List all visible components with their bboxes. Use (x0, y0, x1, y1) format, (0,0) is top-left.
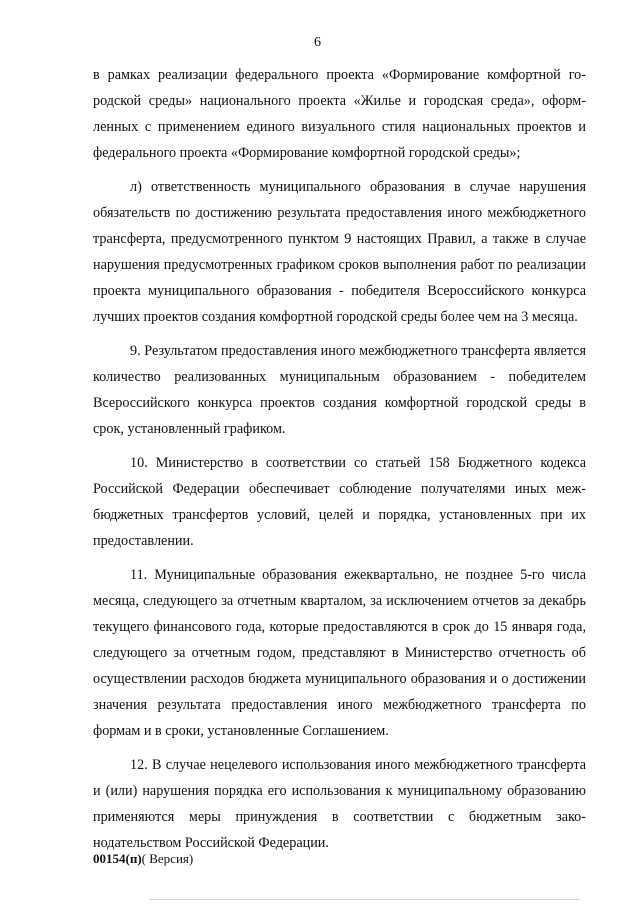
paragraph-12: 12. В случае нецелевого использования иного межбюджетного трансферта и (или) нарушения порядка его использования к муниципальному образованию применяются меры принуждения в соответствии с бюджетным законодательством Российской Федерации. (93, 757, 586, 851)
document-code: 00154(п) (93, 851, 142, 866)
bottom-scan-line (150, 899, 580, 900)
document-version: ( Версия) (141, 851, 194, 866)
paragraph-10: 10. Министерство в соответствии со статьей 158 Бюджетного кодекса Российской Федерации обеспечивает соблюдение получателями иных межбюджетных трансфертов условий, целей и порядка, установленных при их предоставлении. (93, 455, 586, 549)
paragraph-item-l: л) ответственность муниципального образования в случае нарушения обязательств по достижению результата предоставления иного межбюджетного трансферта, предусмотренного пунктом 9 настоящих Правил, а также в случае нарушения предусмотренных графиком сроков выполнения работ по реализации проекта муниципального образования - победителя Всероссийского конкурса лучших проектов создания комфортной городской среды более чем на 3 месяца. (93, 179, 586, 325)
paragraph-continuation: в рамках реализации федерального проекта «Формирование комфортной городской среды» национального проекта «Жилье и городская среда», оформленных с применением единого визуального стиля национальных проектов и федерального проекта «Формирование комфортной городской среды»; (93, 67, 586, 161)
document-body (93, 62, 586, 864)
paragraph-11: 11. Муниципальные образования ежеквартально, не позднее 5-го числа месяца, следующего за отчетным кварталом, за исключением отчетов за декабрь текущего финансового года, которые предоставляются в срок до 15 января года, следующего за отчетным годом, представляют в Министерство отчетность об осуществлении расходов бюджета муниципального образования и о достижении значения результата предоставления иного межбюджетного трансферта по формам и в сроки, установленные Соглашением. (93, 567, 586, 739)
paragraph-9: 9. Результатом предоставления иного межбюджетного трансферта является количество реализованных муниципальным образованием - победителем Всероссийского конкурса проектов создания комфортной городской среды в срок, установленный графиком. (93, 343, 586, 437)
page-number: 6 (314, 35, 321, 50)
document-footer (93, 851, 193, 867)
